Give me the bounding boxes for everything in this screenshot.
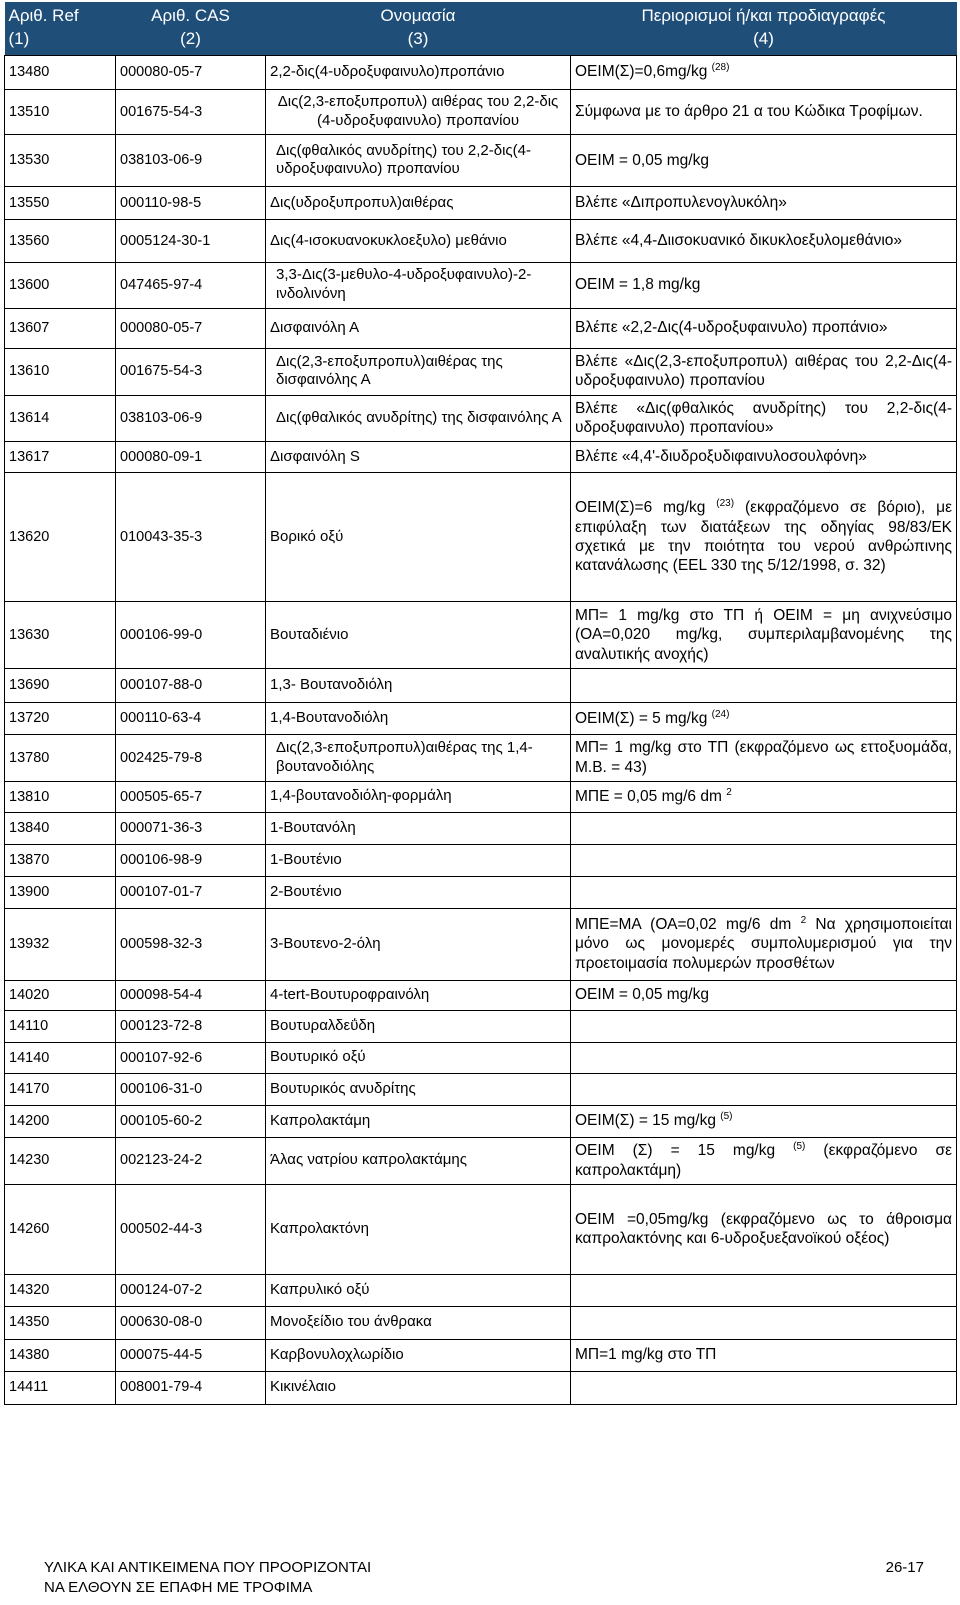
spec-cell [571,1306,957,1339]
spec-cell [571,187,957,220]
spec-text: Βλέπε «Δις(φθαλικός ανυδρίτης) του 2,2-δις(4-υδροξυφαινυλο) προπανίου» [575,399,952,436]
cas-cell: 000630-08-0 [116,1306,266,1339]
spec-text: Βλέπε «Δις(2,3-εποξυπροπυλ) αιθέρας του 2,2-Δις(4-υδροξυφαινυλο) προπανίου [575,352,952,390]
name-cell: Δις(2,3-εποξυπροπυλ) αιθέρας του 2,2-δις (4-υδροξυφαινυλο) προπανίου [266,89,571,135]
name-cell: 1,3- Βουτανοδιόλη [266,669,571,703]
ref-cell: 13614 [5,395,116,442]
cas-cell: 000110-98-5 [116,187,266,220]
footnote-ref: 2 [800,915,807,927]
ref-cell: 14110 [5,1011,116,1043]
cas-cell: 000075-44-5 [116,1339,266,1371]
table-row [5,220,957,263]
cas-cell: 0005124-30-1 [116,220,266,263]
cas-cell: 000080-05-7 [116,55,266,89]
cas-cell: 008001-79-4 [116,1371,266,1404]
ref-cell: 13620 [5,473,116,602]
table-row [5,55,957,89]
cas-cell: 001675-54-3 [116,348,266,395]
spec-text: Βλέπε «Διπροπυλενογλυκόλη» [575,194,787,212]
name-cell: Δις(2,3-εποξυπροπυλ)αιθέρας της δισφαινόλης Α [266,348,571,395]
name-cell: 3-Βουτενο-2-όλη [266,909,571,981]
table-body [5,55,957,1404]
spec-text: ΟΕΙΜ = 1,8 mg/kg [575,276,701,294]
spec-cell [571,813,957,845]
table-row [5,442,957,473]
ref-cell: 13810 [5,782,116,813]
ref-cell: 13690 [5,669,116,703]
ref-cell: 13932 [5,909,116,981]
name-cell: 2-Βουτένιο [266,877,571,909]
table-row [5,308,957,348]
spec-text: ΟΕΙΜ(Σ)=6 mg/kg [575,499,706,517]
cas-cell: 000107-88-0 [116,669,266,703]
spec-cell [571,669,957,703]
footnote-ref: 2 [726,786,732,798]
ref-cell: 13607 [5,308,116,348]
spec-text: ΟΕΙΜ(Σ) = 15 mg/kg [575,1112,716,1130]
table-row [5,909,957,981]
name-cell: Δις(4-ισοκυανοκυκλοεξυλο) μεθάνιο [266,220,571,263]
spec-cell [571,1011,957,1043]
spec-text: ΜΠ= 1 mg/kg στο ΤΠ (εκφραζόμενο ως εττοξυομάδα, Μ.Β. = 43) [575,739,952,776]
footer-title-line2: ΝΑ ΕΛΘΟΥΝ ΣΕ ΕΠΑΦΗ ΜΕ ΤΡΟΦΙΜΑ [44,1579,313,1597]
spec-cell [571,1274,957,1306]
spec-cell [571,981,957,1011]
spec-text: ΜΠ= 1 mg/kg στο ΤΠ ή ΟΕΙΜ = μη ανιχνεύσιμο (ΟΑ=0,020 mg/kg, συμπεριλαμβανομένης της αναλυτικής ανοχής) [575,606,952,663]
spec-cell [571,473,957,602]
cas-cell: 000107-92-6 [116,1043,266,1074]
spec-text: Σύμφωνα με το άρθρο 21 α του Κώδικα Τροφίμων. [575,102,923,120]
footnote-ref: (24) [711,708,730,720]
spec-cell [571,1339,957,1371]
ref-cell: 13510 [5,89,116,135]
name-cell: Δις(υδροξυπροπυλ)αιθέρας [266,187,571,220]
cas-cell: 000105-60-2 [116,1106,266,1138]
ref-cell: 14350 [5,1306,116,1339]
table-row [5,981,957,1011]
ref-cell: 14140 [5,1043,116,1074]
header-name: Ονομασία (3) [266,2,571,55]
spec-cell [571,703,957,735]
table-row [5,263,957,309]
table-row [5,669,957,703]
name-cell: 1-Βουτένιο [266,845,571,877]
table-header [5,2,957,55]
header-ref: Αριθ. Ref (1) [5,2,116,55]
spec-text: ΟΕΙΜ =0,05mg/kg (εκφραζόμενο ως το άθροισμα καπρολακτόνης και 6-υδροξυεξανοϊκού οξέος) [575,1210,952,1247]
table-row [5,473,957,602]
spec-text-continued: (εκφραζόμενο σε καπρολακτάμη) [575,1142,953,1179]
spec-cell [571,1138,957,1185]
name-cell: Βουτυρικός ανυδρίτης [266,1074,571,1106]
name-cell: Βουταδιένιο [266,602,571,669]
name-cell: 1,4-βουτανοδιόλη-φορμάλη [266,782,571,813]
footnote-ref: (5) [720,1111,733,1123]
ref-cell: 14260 [5,1184,116,1274]
ref-cell: 14411 [5,1371,116,1404]
table-row [5,1274,957,1306]
name-cell: Κικινέλαιο [266,1371,571,1404]
table-row [5,845,957,877]
table-row [5,877,957,909]
name-cell: Δις(2,3-εποξυπροπυλ)αιθέρας της 1,4-βουτανοδιόλης [266,735,571,782]
spec-text: ΜΠ=1 mg/kg στο ΤΠ [575,1346,717,1364]
table-row [5,1306,957,1339]
ref-cell: 14230 [5,1138,116,1185]
name-cell: 1-Βουτανόλη [266,813,571,845]
spec-text: Βλέπε «4,4-Διισοκυανικό δικυκλοεξυλομεθάνιο» [575,232,903,250]
ref-cell: 13870 [5,845,116,877]
cas-cell: 038103-06-9 [116,135,266,187]
ref-cell: 13600 [5,263,116,309]
name-cell: Καπρυλικό οξύ [266,1274,571,1306]
name-cell: Άλας νατρίου καπρολακτάμης [266,1138,571,1185]
name-cell: Δις(φθαλικός ανυδρίτης) του 2,2-δις(4-υδροξυφαινυλο) προπανίου [266,135,571,187]
ref-cell: 13550 [5,187,116,220]
cas-cell: 000123-72-8 [116,1011,266,1043]
table-row [5,735,957,782]
cas-cell: 002123-24-2 [116,1138,266,1185]
ref-cell: 13617 [5,442,116,473]
spec-text: ΟΕΙΜ(Σ) = 5 mg/kg [575,709,708,727]
header-spec: Περιορισμοί ή/και προδιαγραφές (4) [571,2,957,55]
spec-text: ΟΕΙΜ(Σ)=0,6mg/kg [575,63,708,81]
name-cell: Δισφαινόλη S [266,442,571,473]
name-cell: 3,3-Δις(3-μεθυλο-4-υδροξυφαινυλο)-2-ινδολινόνη [266,263,571,309]
spec-cell [571,395,957,442]
name-cell: 1,4-Βουτανοδιόλη [266,703,571,735]
spec-cell [571,782,957,813]
spec-cell [571,135,957,187]
name-cell: Βορικό οξύ [266,473,571,602]
page-number: 26-17 [885,1559,924,1576]
spec-cell [571,1106,957,1138]
footnote-ref: (28) [711,62,730,74]
spec-cell [571,1043,957,1074]
table-row [5,1184,957,1274]
spec-cell [571,442,957,473]
ref-cell: 13720 [5,703,116,735]
table-row [5,89,957,135]
table-row [5,1011,957,1043]
ref-cell: 14020 [5,981,116,1011]
name-cell: Βουτυρικό οξύ [266,1043,571,1074]
ref-cell: 14320 [5,1274,116,1306]
spec-cell [571,89,957,135]
ref-cell: 13780 [5,735,116,782]
cas-cell: 000106-98-9 [116,845,266,877]
ref-cell: 14200 [5,1106,116,1138]
footer-title [44,1558,371,1599]
cas-cell: 010043-35-3 [116,473,266,602]
ref-cell: 13480 [5,55,116,89]
cas-cell: 000110-63-4 [116,703,266,735]
ref-cell: 13900 [5,877,116,909]
footnote-ref: (5) [793,1141,806,1153]
footnote-ref: (23) [716,498,735,510]
spec-cell [571,55,957,89]
name-cell: Καρβονυλοχλωρίδιο [266,1339,571,1371]
cas-cell: 000071-36-3 [116,813,266,845]
cas-cell: 038103-06-9 [116,395,266,442]
name-cell: Καπρολακτάμη [266,1106,571,1138]
spec-cell [571,909,957,981]
name-cell: Καπρολακτόνη [266,1184,571,1274]
spec-text-continued: (εκφραζόμενο σε βόριο), με επιφύλαξη των διατάξεων της οδηγίας 98/83/ΕΚ σχετικά με την ποιότητα του νερού ανθρώπινης κατανάλωσης (ΕΕL 330 της 5/12/1998, σ. 32) [575,499,952,575]
table-row [5,187,957,220]
ref-cell: 13530 [5,135,116,187]
cas-cell: 000106-31-0 [116,1074,266,1106]
name-cell: Δισφαινόλη Α [266,308,571,348]
table-row [5,348,957,395]
table-row [5,1106,957,1138]
table-row [5,1043,957,1074]
name-cell: Δις(φθαλικός ανυδρίτης) της δισφαινόλης Α [266,395,571,442]
table-row [5,395,957,442]
spec-text-continued: Να χρησιμοποιείται μόνο ως μονομερές συμπολυμερισμού για την προετοιμασία πολυμερών προσθέτων [575,916,952,972]
spec-text: Βλέπε «4,4'-διυδροξυδιφαινυλοσουλφόνη» [575,448,867,466]
footer-title-line1: ΥΛΙΚΑ ΚΑΙ ΑΝΤΙΚΕΙΜΕΝΑ ΠΟΥ ΠΡΟΟΡΙΖΟΝΤΑΙ [44,1559,372,1576]
cas-cell: 000080-05-7 [116,308,266,348]
name-cell: 4-tert-Βουτυροφραινόλη [266,981,571,1011]
table-row [5,703,957,735]
table-row [5,1371,957,1404]
cas-cell: 000505-65-7 [116,782,266,813]
spec-text: Βλέπε «2,2-Δις(4-υδροξυφαινυλο) προπάνιο» [575,319,888,337]
substances-table [4,2,957,1405]
table-row [5,1074,957,1106]
name-cell: Βουτυραλδεΰδη [266,1011,571,1043]
name-cell: 2,2-δις(4-υδροξυφαινυλο)προπάνιο [266,55,571,89]
name-cell: Μονοξείδιο του άνθρακα [266,1306,571,1339]
cas-cell: 047465-97-4 [116,263,266,309]
spec-cell [571,1184,957,1274]
table-row [5,1339,957,1371]
spec-text: ΟΕΙΜ = 0,05 mg/kg [575,151,709,169]
table-row [5,1138,957,1185]
spec-cell [571,1371,957,1404]
cas-cell: 000598-32-3 [116,909,266,981]
spec-text: ΟΕΙΜ (Σ) = 15 mg/kg [575,1142,776,1160]
ref-cell: 13560 [5,220,116,263]
spec-text: ΟΕΙΜ = 0,05 mg/kg [575,986,709,1004]
spec-text: ΜΠΕ = 0,05 mg/6 dm [575,787,722,805]
cas-cell: 001675-54-3 [116,89,266,135]
cas-cell: 000107-01-7 [116,877,266,909]
spec-cell [571,220,957,263]
cas-cell: 002425-79-8 [116,735,266,782]
spec-cell [571,263,957,309]
table-row [5,135,957,187]
spec-cell [571,602,957,669]
ref-cell: 13630 [5,602,116,669]
ref-cell: 13840 [5,813,116,845]
table-row [5,782,957,813]
table-row [5,813,957,845]
ref-cell: 14380 [5,1339,116,1371]
cas-cell: 000124-07-2 [116,1274,266,1306]
ref-cell: 13610 [5,348,116,395]
spec-cell [571,845,957,877]
ref-cell: 14170 [5,1074,116,1106]
spec-cell [571,308,957,348]
cas-cell: 000502-44-3 [116,1184,266,1274]
cas-cell: 000106-99-0 [116,602,266,669]
header-cas: Αριθ. CAS (2) [116,2,266,55]
spec-cell [571,877,957,909]
table-row [5,602,957,669]
cas-cell: 000080-09-1 [116,442,266,473]
spec-cell [571,735,957,782]
spec-text: ΜΠΕ=ΜΑ (ΟΑ=0,02 mg/6 dm [575,916,792,934]
spec-cell [571,1074,957,1106]
cas-cell: 000098-54-4 [116,981,266,1011]
spec-cell [571,348,957,395]
